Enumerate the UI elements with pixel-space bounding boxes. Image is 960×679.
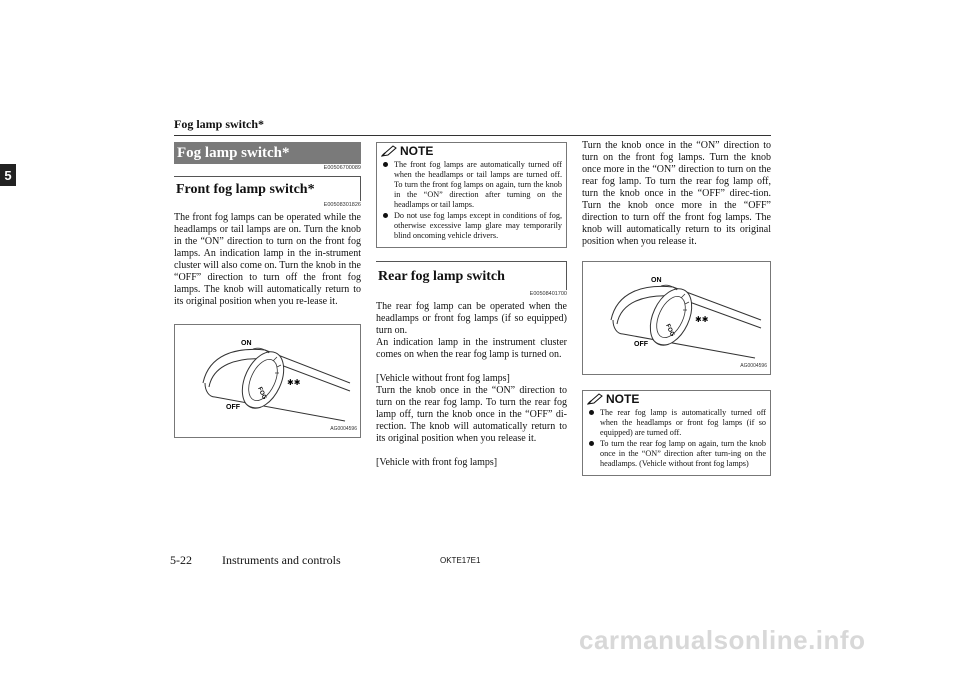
note-header [587, 393, 766, 405]
on-label: ON [651, 277, 662, 284]
bullet-icon [589, 441, 594, 446]
rear-fog-p1: The rear fog lamp can be operated when the headlamps or front fog lamps (if so equipped) turn on. [376, 301, 567, 336]
fog-switch-illustration [583, 262, 770, 374]
column-2 [376, 142, 567, 469]
chapter-tab: 5 [0, 164, 16, 186]
note-box-rear [582, 390, 771, 476]
col3-body: Turn the knob once in the “ON” direction to turn on the front fog lamps. Turn the knob once more in the “ON” direction to turn on the rear fog lamp. To turn the rear fog lamp off, turn the knob once in the “OFF” direc-tion. Turn the knob once more in the “OFF” direction to turn off the front fog lamps. The knob will automatically return to its original position when you release it. [582, 140, 771, 247]
note-title: NOTE [400, 144, 434, 158]
note-item: The rear fog lamp is automatically turned off when the headlamps or front fog lamps (if so equipped) are turned off. [587, 408, 766, 438]
column-3 [582, 140, 771, 476]
figure-code: AG0004596 [740, 363, 767, 369]
fog-lamp-symbol-icon: ✱✱ [695, 315, 709, 324]
rear-fog-p5: [Vehicle with front fog lamps] [376, 457, 498, 468]
note-title: NOTE [606, 392, 640, 406]
off-label: OFF [634, 341, 648, 348]
front-fog-code: E00508301826 [323, 202, 361, 208]
bullet-icon [589, 410, 594, 415]
note-item: The front fog lamps are automatically turned off when the headlamps or tail lamps are turned off. To turn the front fog lamps on again, turn the knob in the “ON” direction after turning on the headlamps or tail lamps. [381, 160, 562, 210]
rear-fog-code: E00508401700 [529, 291, 567, 297]
note-pen-icon [587, 393, 603, 405]
watermark: carmanualsonline.info [579, 625, 866, 655]
front-fog-body: The front fog lamps can be operated while the headlamps or tail lamps are on. Turn the knob in the “ON” direction to turn on the front fog lamps. An indication lamp in the in-strument cluster will also come on. Turn the knob in the “OFF” direction to turn off the front fog lamps. The knob will automatically return to its original position when you re-lease it. [174, 212, 361, 307]
rear-fog-p3: [Vehicle without front fog lamps] [376, 373, 510, 384]
off-label: OFF [226, 404, 240, 411]
note-pen-icon [381, 145, 397, 157]
bullet-icon [383, 162, 388, 167]
figure-code: AG0004596 [330, 426, 357, 432]
header-rule [174, 135, 771, 136]
note-list [587, 408, 766, 469]
bullet-icon [383, 213, 388, 218]
rear-fog-heading: Rear fog lamp switch [376, 261, 567, 290]
running-header: Fog lamp switch* [174, 117, 264, 131]
section-title: Fog lamp switch* [174, 142, 361, 164]
rear-fog-p4: Turn the knob once in the “ON” direction to turn on the rear fog lamp. To turn the rear fog lamp off, turn the knob once in the “OFF” di-rection. The knob will automatically return to its original position when you release it. [376, 385, 567, 444]
fog-switch-figure-2 [582, 261, 771, 375]
fog-label: FOG [664, 323, 676, 338]
front-fog-heading: Front fog lamp switch* [174, 176, 361, 201]
section-code: E00506700089 [323, 165, 361, 171]
fog-lamp-symbol-icon: ✱✱ [287, 378, 301, 387]
on-label: ON [241, 340, 252, 347]
note-box-front [376, 142, 567, 248]
rear-fog-p2: An indication lamp in the instrument cluster comes on when the rear fog lamp is turned on. [376, 337, 567, 360]
footer-page-number: 5-22 [170, 553, 192, 567]
fog-label: FOG [256, 386, 268, 401]
column-1 [174, 142, 361, 438]
note-item: To turn the rear fog lamp on again, turn the knob once in the “ON” direction after turn-ing on the headlamps. (Vehicle without front fog lamps) [587, 439, 766, 469]
footer-model-code: OKTE17E1 [440, 556, 481, 565]
note-item: Do not use fog lamps except in conditions of fog, otherwise excessive lamp glare may temporarily blind oncoming vehicle drivers. [381, 211, 562, 241]
fog-switch-figure-1 [174, 324, 361, 438]
footer-chapter: Instruments and controls [222, 553, 341, 567]
note-header [381, 145, 562, 157]
fog-switch-illustration [175, 325, 360, 437]
note-list [381, 160, 562, 241]
